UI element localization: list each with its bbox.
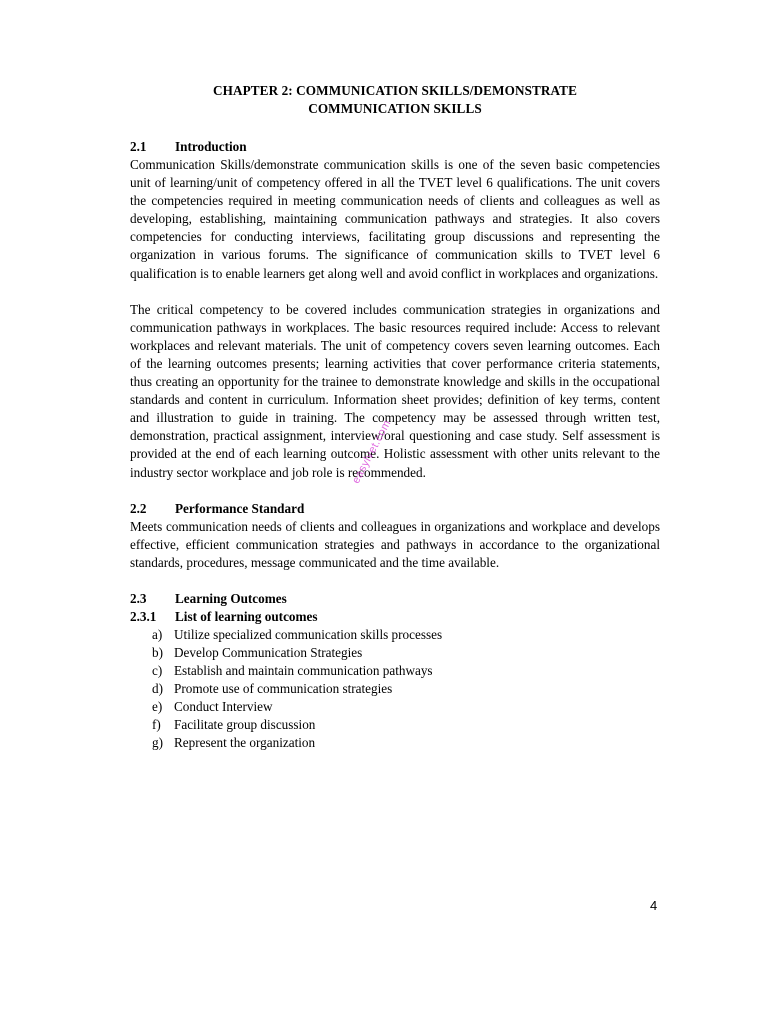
- list-marker: f): [152, 717, 161, 733]
- section-number: 2.3: [130, 590, 147, 606]
- list-item: [130, 626, 660, 644]
- chapter-title: [130, 82, 660, 118]
- chapter-title-line1: CHAPTER 2: COMMUNICATION SKILLS/DEMONSTRATE: [213, 83, 577, 98]
- introduction-paragraph-1: Communication Skills/demonstrate communication skills is one of the seven basic competencies unit of learning/unit of competency offered in all the TVET level 6 qualifications. The unit covers the competencies required in meeting communication needs of clients and colleagues as well as developing, establishing, maintaining communication pathways and strategies. It also covers competencies for conducting interviews, facilitating group discussions and representing the organization in various forums. The significance of communication skills to TVET level 6 qualification is to enable learners get along well and avoid conflict in workplaces and organizations.: [130, 157, 660, 281]
- section-heading-performance-standard: [130, 500, 660, 518]
- section-number: 2.2: [130, 500, 147, 516]
- list-item-text: Utilize specialized communication skills processes: [174, 626, 443, 642]
- chapter-title-line2: COMMUNICATION SKILLS: [308, 101, 482, 116]
- section-number: 2.1: [130, 139, 147, 154]
- list-item: [130, 644, 660, 662]
- performance-standard-paragraph: Meets communication needs of clients and colleagues in organizations and workplace and develops effective, efficient communication strategies and pathways in accordance to the organizational standards, procedures, message communicated and the time available.: [130, 518, 660, 570]
- section-heading-learning-outcomes: [130, 590, 660, 608]
- introduction-paragraph-2: The critical competency to be covered includes communication strategies in organizations and communication pathways in workplaces. The basic resources required include: Access to relevant workplaces and relevant materials. The unit of competency covers seven learning outcomes. Each of the learning outcomes presents; learning activities that cover performance criteria statements, thus creating an opportunity for the trainee to demonstrate knowledge and skills in the occupational standards and content in curriculum. Information sheet provides; definition of key terms, content and illustration to guide in training. The competency may be assessed through written test, demonstration, practical assignment, interview/oral questioning and case study. Self assessment is provided at the end of each learning outcome. Holistic assessment with other units relevant to the industry sector workplace and job role is recommended.: [130, 301, 660, 480]
- section-title: Learning Outcomes: [175, 590, 287, 606]
- subsection-heading-list-of-outcomes: [130, 608, 660, 626]
- list-marker: b): [152, 644, 163, 660]
- list-item-text: Facilitate group discussion: [174, 717, 316, 733]
- document-page: [130, 82, 660, 753]
- list-item: [130, 680, 660, 698]
- section-title: Introduction: [175, 139, 247, 154]
- list-item-text: Represent the organization: [174, 735, 316, 751]
- list-item: [130, 734, 660, 752]
- page-number: 4: [650, 898, 658, 913]
- section-title: Performance Standard: [175, 500, 305, 516]
- list-item: [130, 716, 660, 734]
- list-item: [130, 698, 660, 716]
- list-item-text: Develop Communication Strategies: [174, 644, 363, 660]
- section-heading-introduction: [130, 138, 660, 156]
- list-item: [130, 662, 660, 680]
- learning-outcomes-list: [130, 626, 660, 753]
- list-marker: c): [152, 663, 163, 679]
- list-item-text: Establish and maintain communication pathways: [174, 663, 433, 679]
- subsection-number: 2.3.1: [130, 608, 157, 624]
- watermark: easylvet.com: [350, 418, 394, 486]
- list-marker: g): [152, 735, 163, 751]
- list-marker: a): [152, 626, 163, 642]
- list-item-text: Conduct Interview: [174, 699, 273, 715]
- subsection-title: List of learning outcomes: [175, 608, 318, 624]
- list-marker: e): [152, 699, 163, 715]
- list-marker: d): [152, 681, 163, 697]
- list-item-text: Promote use of communication strategies: [174, 681, 393, 697]
